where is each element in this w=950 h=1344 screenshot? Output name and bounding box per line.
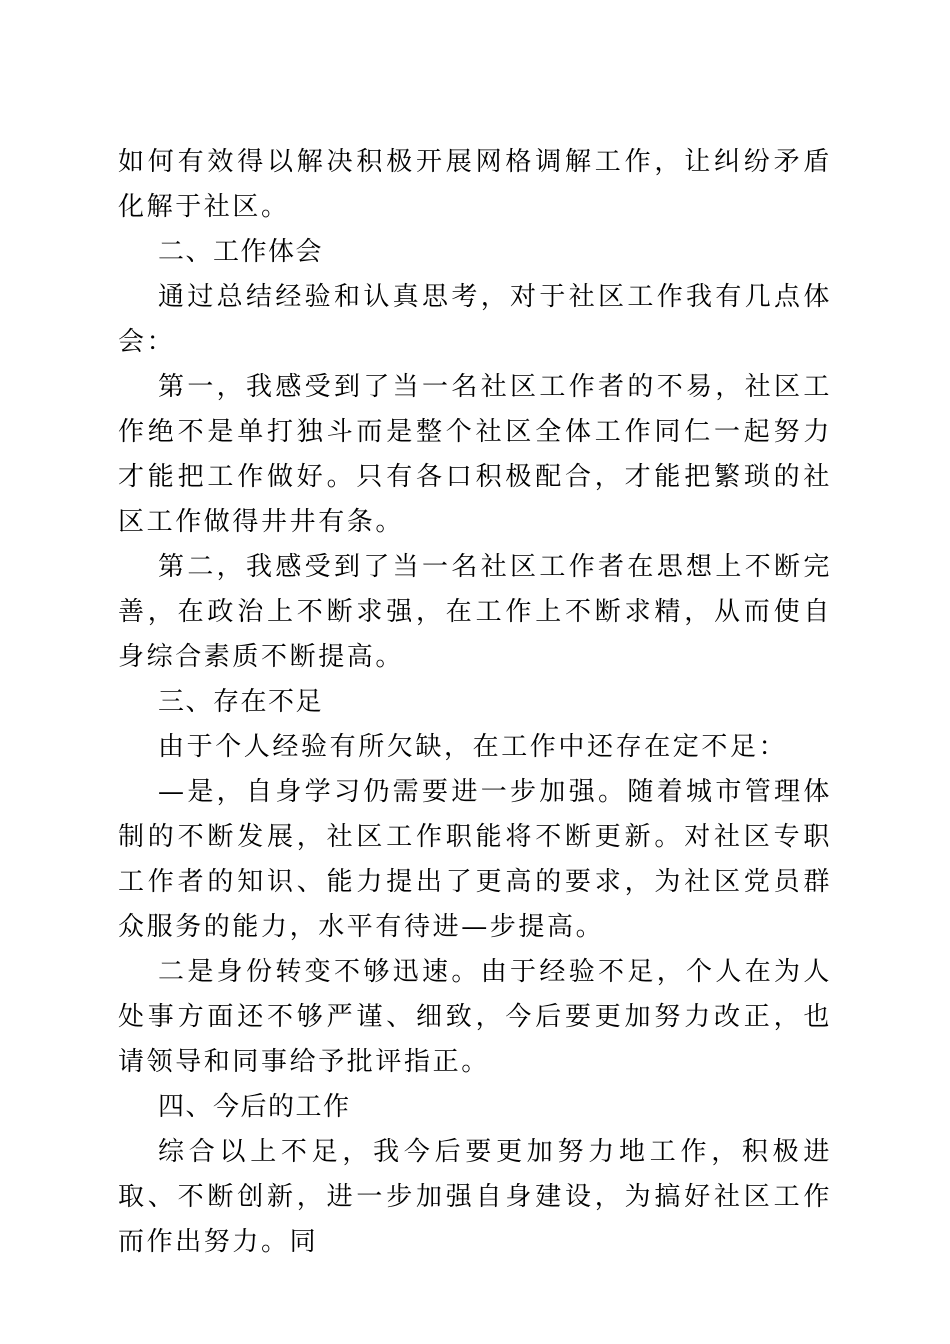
paragraph-experience-first: 第一，我感受到了当一名社区工作者的不易，社区工作绝不是单打独斗而是整个社区全体工作同仁一起努力才能把工作做好。只有各口积极配合，才能把繁琐的社区工作做得井井有条。 [118,372,832,537]
section-heading-work-experience: 二、工作体会 [158,237,324,267]
paragraph-experience-second: 第二，我感受到了当一名社区工作者在思想上不断完善，在政治上不断求强，在工作上不断求精，从而使自身综合素质不断提高。 [118,552,832,672]
paragraph-intro-experience: 通过总结经验和认真思考，对于社区工作我有几点体会： [118,282,832,357]
document-page [118,140,832,1265]
paragraph-continuation: 如何有效得以解决积极开展网格调解工作，让纠纷矛盾化解于社区。 [118,147,832,222]
section-heading-future-work: 四、今后的工作 [158,1092,351,1122]
paragraph-future-work: 综合以上不足，我今后要更加努力地工作，积极进取、不断创新，进一步加强自身建设，为搞好社区工作而作出努力。同 [118,1137,832,1257]
paragraph-intro-shortcomings: 由于个人经验有所欠缺，在工作中还存在定不足： [158,732,788,762]
paragraph-shortcoming-second: 二是身份转变不够迅速。由于经验不足，个人在为人处事方面还不够严谨、细致，今后要更加努力改正，也请领导和同事给予批评指正。 [118,957,832,1077]
section-heading-shortcomings: 三、存在不足 [158,687,324,717]
paragraph-shortcoming-first: —是，自身学习仍需要进一步加强。随着城市管理体制的不断发展，社区工作职能将不断更新。对社区专职工作者的知识、能力提出了更高的要求，为社区党员群众服务的能力，水平有待进—步提高。 [118,777,832,942]
